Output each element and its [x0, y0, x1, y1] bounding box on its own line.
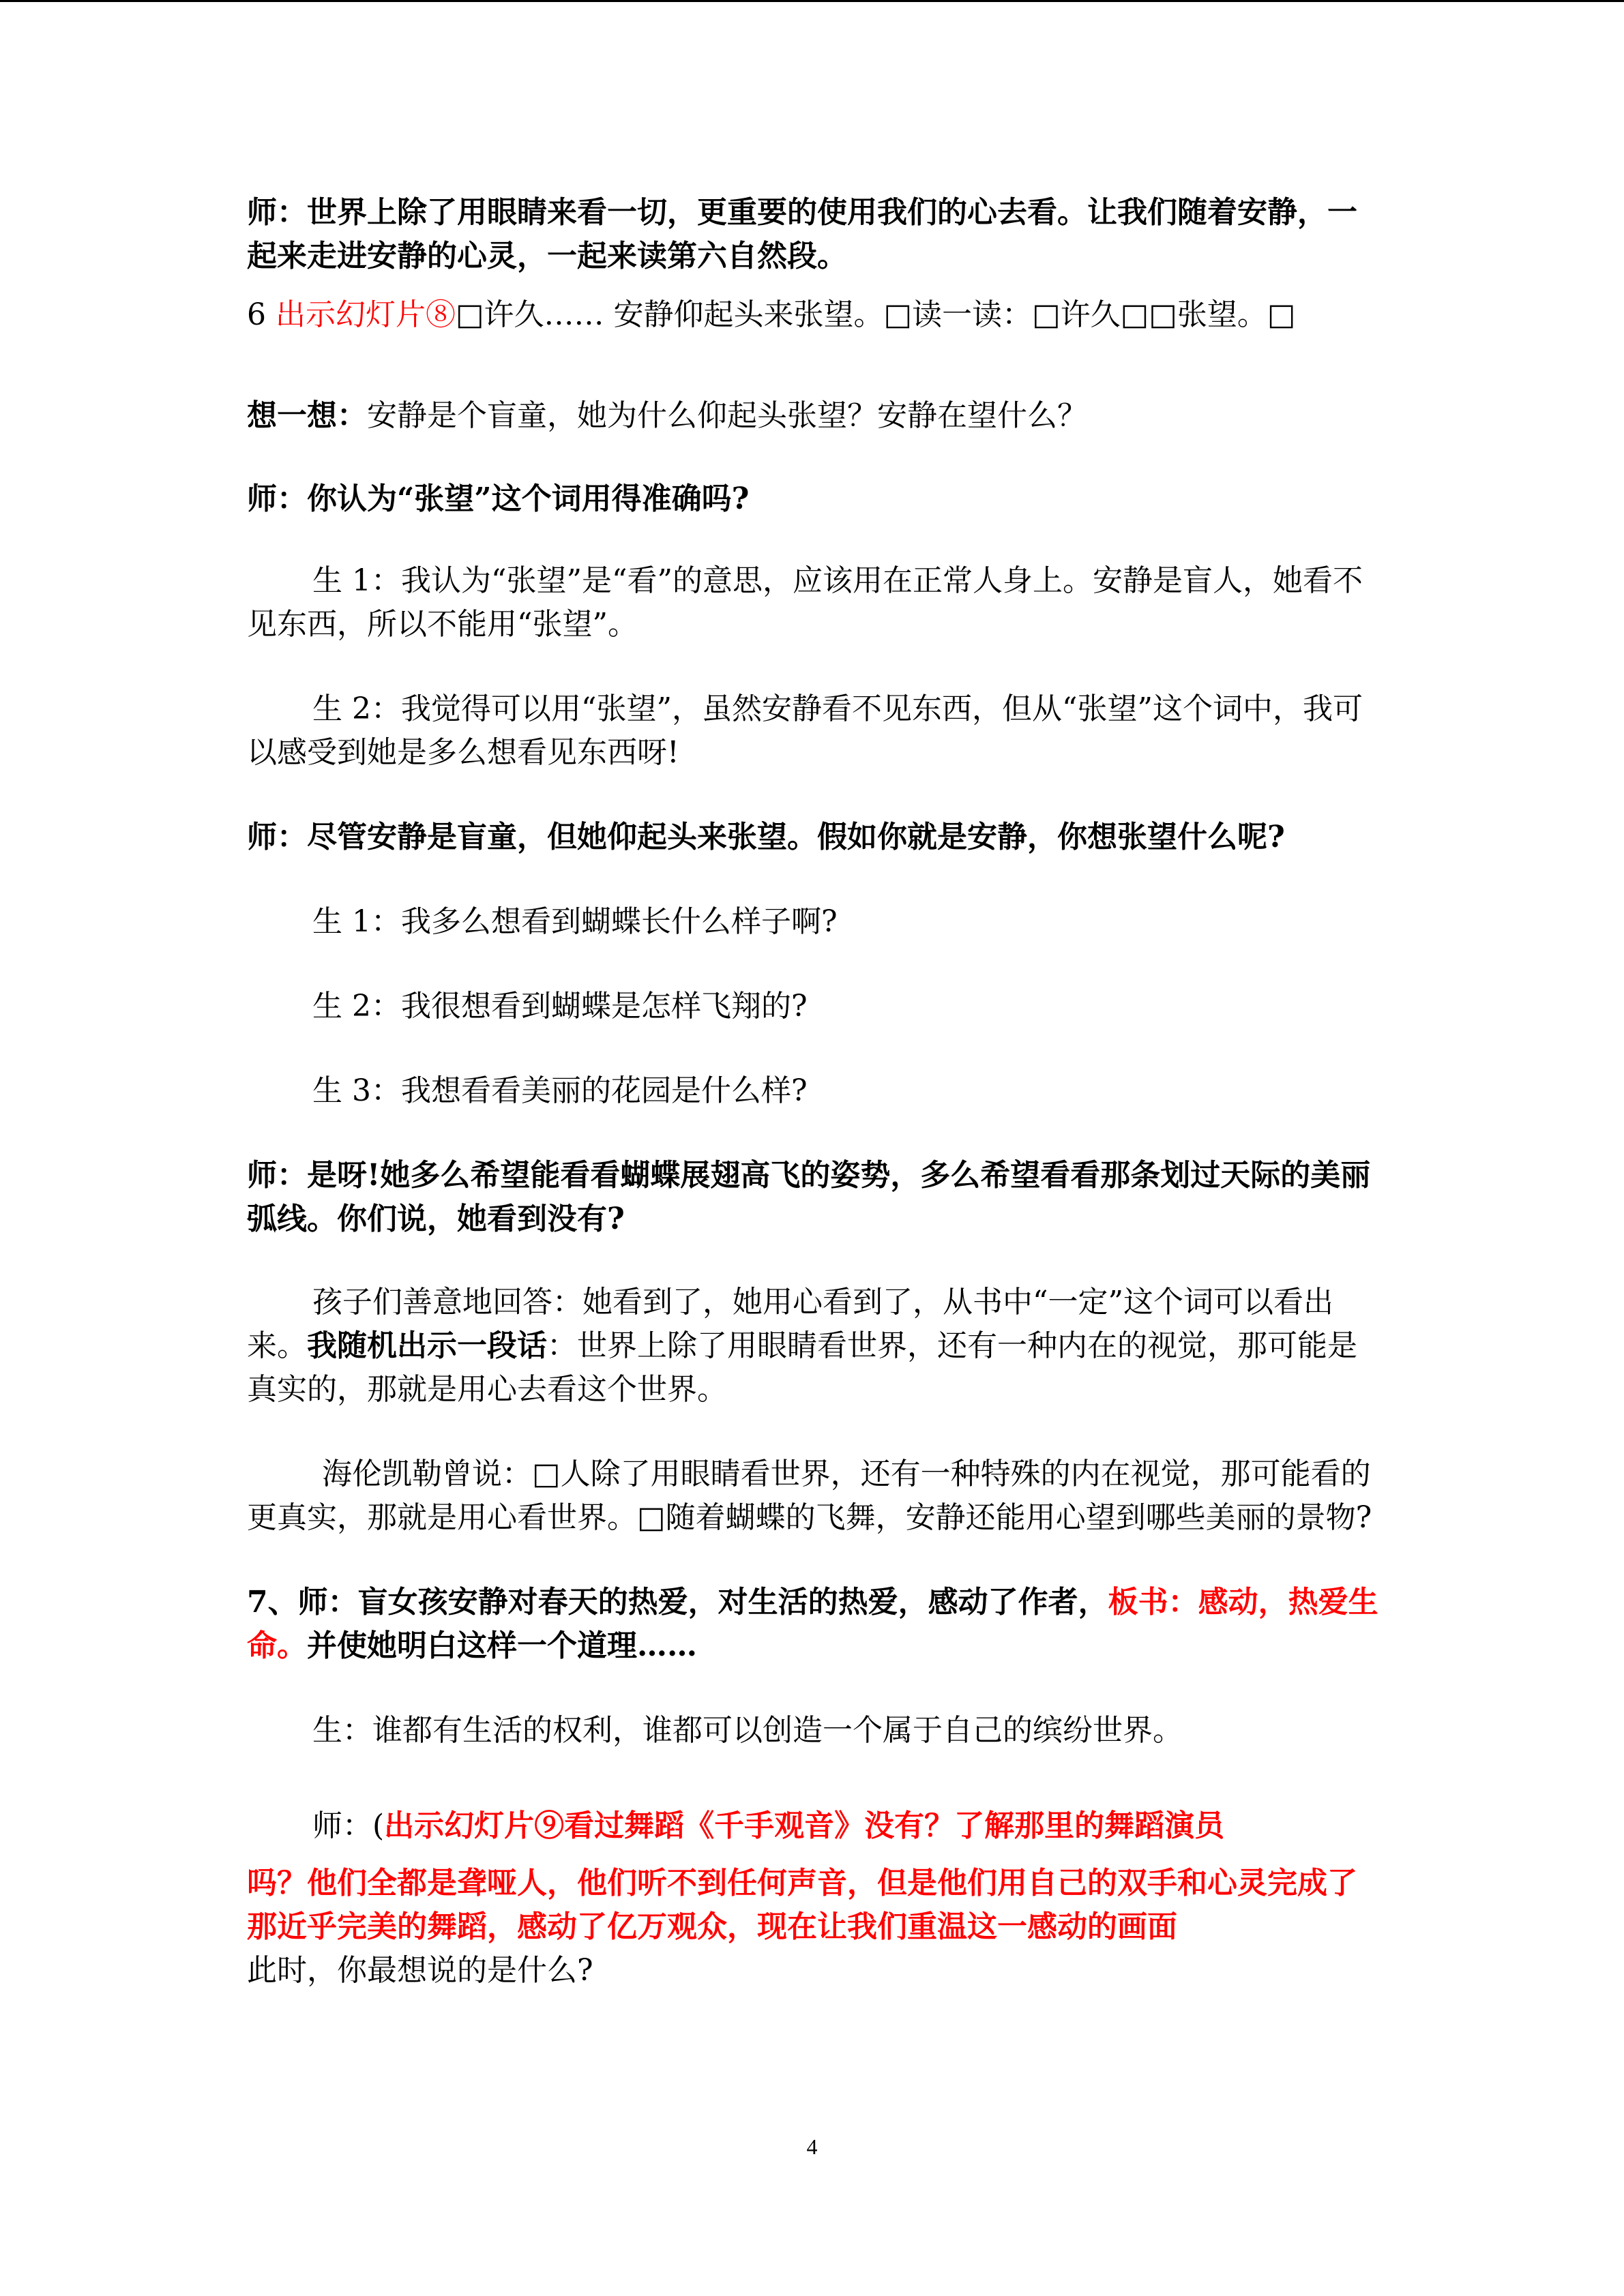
paragraph-student-conclusion — [247, 1709, 1379, 1753]
dance-text: 吗？他们全都是聋哑人，他们听不到任何声音，但是他们用自己的双手和心灵完成了那近乎完美的舞蹈，感动了亿万观众，现在让我们重温这一感动的画面 — [247, 1866, 1357, 1944]
think-label: 想一想： — [247, 398, 367, 433]
document-page — [247, 191, 1379, 1993]
slide-8-text: □许久…… 安静仰起头来张望。□读一读：□许久□□张望。□ — [455, 297, 1296, 332]
paragraph-student-1-answer — [247, 559, 1379, 646]
top-border-line — [0, 0, 1624, 2]
paragraph-teacher-question-3 — [247, 1154, 1379, 1241]
paragraph-text: ：世界上除了用眼睛看世界，还有一种内在的视觉，那可能是真实的，那就是用心去看这个世界。 — [247, 1328, 1357, 1407]
paragraph-text: 生 1：我认为“张望”是“看”的意思，应该用在正常人身上。安静是盲人，她看不见东西，所以不能用“张望”。 — [247, 563, 1363, 642]
step-number: 6 — [247, 297, 276, 332]
paragraph-emphasis: 我随机出示一段话 — [307, 1328, 547, 1363]
slide-9-text: 出示幻灯片⑨看过舞蹈《千手观音》没有？了解那里的舞蹈演员 — [384, 1808, 1225, 1843]
paragraph-text: 生 2：我很想看到蝴蝶是怎样飞翔的? — [312, 989, 808, 1024]
paragraph-text: 师：世界上除了用眼睛来看一切，更重要的使用我们的心去看。让我们随着安静，一起来走进安静的心灵，一起来读第六自然段。 — [247, 195, 1357, 273]
think-text: 安静是个盲童，她为什么仰起头张望？安静在望什么？ — [367, 398, 1087, 433]
paragraph-slide-9 — [247, 1804, 1379, 1848]
paragraph-text: 师：是呀!她多么希望能看看蝴蝶展翅高飞的姿势，多么希望看看那条划过天际的美丽弧线。你们说，她看到没有? — [247, 1158, 1371, 1236]
paragraph-dance-description — [247, 1862, 1379, 1993]
paragraph-text: 生 2：我觉得可以用“张望”，虽然安静看不见东西，但从“张望”这个词中，我可以感受到她是多么想看见东西呀! — [247, 691, 1363, 770]
slide-8-label: 出示幻灯片⑧ — [275, 297, 456, 332]
closing-question: 此时，你最想说的是什么? — [247, 1953, 593, 1988]
paragraph-text: 生 1：我多么想看到蝴蝶长什么样子啊? — [312, 904, 838, 939]
paragraph-teacher-question-1 — [247, 477, 1379, 521]
paragraph-text: 生 3：我想看看美丽的花园是什么样? — [312, 1073, 808, 1108]
paragraph-slide-8 — [247, 293, 1379, 337]
page-number: 4 — [806, 2134, 818, 2159]
blackboard-note: 板书：感动，热爱生命。 — [247, 1585, 1378, 1663]
paragraph-student-3-wish — [247, 1069, 1379, 1113]
paragraph-text: 海伦凯勒曾说：□人除了用眼睛看世界，还有一种特殊的内在视觉，那可能看的更真实，那就是用心看世界。□随着蝴蝶的飞舞，安静还能用心望到哪些美丽的景物? — [247, 1457, 1372, 1535]
paragraph-text: 7、师：盲女孩安静对春天的热爱，对生活的热爱，感动了作者， — [247, 1585, 1108, 1620]
paragraph-teacher-question-2 — [247, 816, 1379, 859]
paragraph-student-1-wish — [247, 900, 1379, 944]
paragraph-text: 师：尽管安静是盲童，但她仰起头来张望。假如你就是安静，你想张望什么呢? — [247, 820, 1285, 854]
paragraph-text: 孩子们善意地回答：她看到了，她用心看到了，从书中“一定”这个词可以看出来。 — [247, 1285, 1333, 1363]
paragraph-children-answer — [247, 1281, 1379, 1412]
paragraph-teacher-summary — [247, 1581, 1379, 1668]
paragraph-think — [247, 394, 1379, 438]
paragraph-student-2-answer — [247, 687, 1379, 775]
paragraph-helen-keller-quote — [247, 1452, 1379, 1540]
paragraph-student-2-wish — [247, 985, 1379, 1028]
paragraph-text: 师：( — [312, 1808, 385, 1843]
paragraph-text: 生：谁都有生活的权利，谁都可以创造一个属于自己的缤纷世界。 — [312, 1713, 1183, 1748]
paragraph-text: 并使她明白这样一个道理…… — [307, 1628, 697, 1663]
paragraph-teacher-intro — [247, 191, 1379, 278]
paragraph-text: 师：你认为“张望”这个词用得准确吗? — [247, 481, 750, 516]
